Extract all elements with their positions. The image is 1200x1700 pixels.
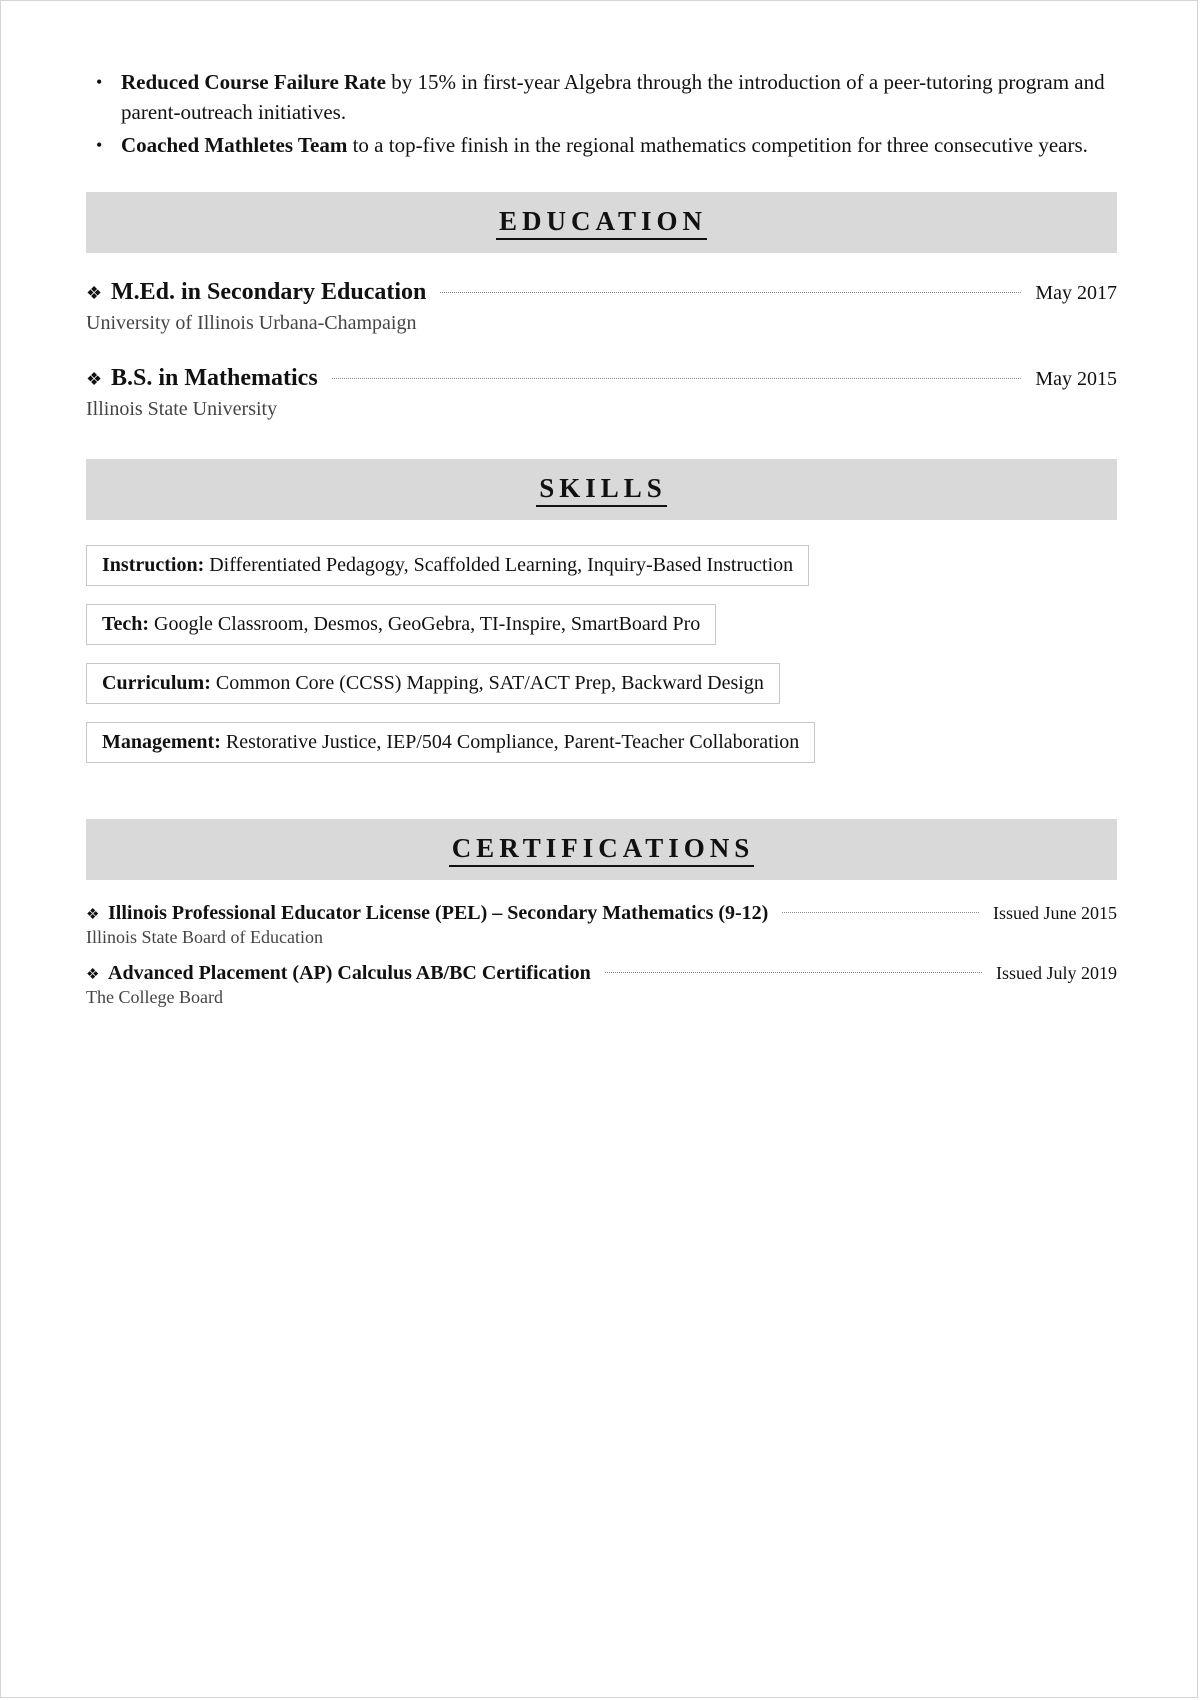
certification-issuer: The College Board	[86, 987, 223, 1007]
skill-box	[86, 545, 809, 586]
school-name: University of Illinois Urbana-Champaign	[86, 312, 417, 334]
certification-issuer: Illinois State Board of Education	[86, 927, 323, 947]
resume-content	[86, 67, 1117, 1008]
skills-header	[86, 459, 1117, 520]
skill-box	[86, 663, 780, 704]
certification-entry-row	[86, 902, 1117, 925]
diamond-icon: ❖	[86, 967, 100, 983]
skill-row	[86, 722, 1117, 781]
diamond-icon: ❖	[86, 369, 103, 389]
skill-category: Management:	[102, 731, 221, 753]
skill-category: Tech:	[102, 613, 150, 635]
experience-bullet	[86, 130, 1117, 160]
certification-date: Issued July 2019	[996, 963, 1117, 983]
dotted-leader	[440, 292, 1021, 293]
skills-title: SKILLS	[536, 473, 667, 507]
degree-date: May 2015	[1035, 368, 1117, 390]
certification-date: Issued June 2015	[993, 903, 1117, 923]
skill-box	[86, 722, 815, 763]
skill-values: Google Classroom, Desmos, GeoGebra, TI-Inspire, SmartBoard Pro	[149, 613, 701, 635]
experience-bullet	[86, 67, 1117, 127]
bullet-icon: •	[96, 135, 103, 155]
education-header	[86, 192, 1117, 253]
skill-row	[86, 663, 1117, 722]
bullet-lead: Reduced Course Failure Rate	[121, 70, 386, 94]
degree-title: B.S. in Mathematics	[111, 365, 318, 391]
bullet-text: to a top-five finish in the regional mathematics competition for three consecutive years.	[347, 133, 1088, 157]
skill-row	[86, 545, 1117, 604]
dotted-leader	[782, 912, 979, 913]
certification-entry-row	[86, 962, 1117, 985]
education-entry-row	[86, 365, 1117, 392]
skill-values: Common Core (CCSS) Mapping, SAT/ACT Prep, Backward Design	[210, 672, 764, 694]
school-name: Illinois State University	[86, 398, 278, 420]
education-entry-row	[86, 279, 1117, 306]
skill-row	[86, 604, 1117, 663]
skill-box	[86, 604, 716, 645]
diamond-icon: ❖	[86, 907, 100, 923]
certifications-header	[86, 819, 1117, 880]
degree-date: May 2017	[1035, 282, 1117, 304]
certification-entry	[86, 902, 1117, 948]
bullet-icon: •	[96, 72, 103, 92]
skills-list	[86, 545, 1117, 781]
certification-name: Advanced Placement (AP) Calculus AB/BC Certification	[108, 962, 591, 984]
skill-values: Restorative Justice, IEP/504 Compliance, Parent-Teacher Collaboration	[220, 731, 800, 753]
skill-values: Differentiated Pedagogy, Scaffolded Learning, Inquiry-Based Instruction	[204, 554, 794, 576]
education-title: EDUCATION	[496, 206, 707, 240]
education-entry	[86, 365, 1117, 421]
bullet-lead: Coached Mathletes Team	[121, 133, 348, 157]
education-entry	[86, 279, 1117, 335]
skill-category: Instruction:	[102, 554, 205, 576]
skill-category: Curriculum:	[102, 672, 211, 694]
dotted-leader	[605, 972, 982, 973]
dotted-leader	[332, 378, 1022, 379]
diamond-icon: ❖	[86, 283, 103, 303]
certification-name: Illinois Professional Educator License (PEL) – Secondary Mathematics (9-12)	[108, 902, 769, 924]
degree-title: M.Ed. in Secondary Education	[111, 279, 427, 305]
bullet-text: by 15% in first-year Algebra through the introduction of a peer-tutoring program and parent-outreach initiatives.	[121, 70, 1105, 124]
certification-entry	[86, 962, 1117, 1008]
experience-bullet-list	[86, 67, 1117, 160]
certifications-title: CERTIFICATIONS	[449, 833, 755, 867]
